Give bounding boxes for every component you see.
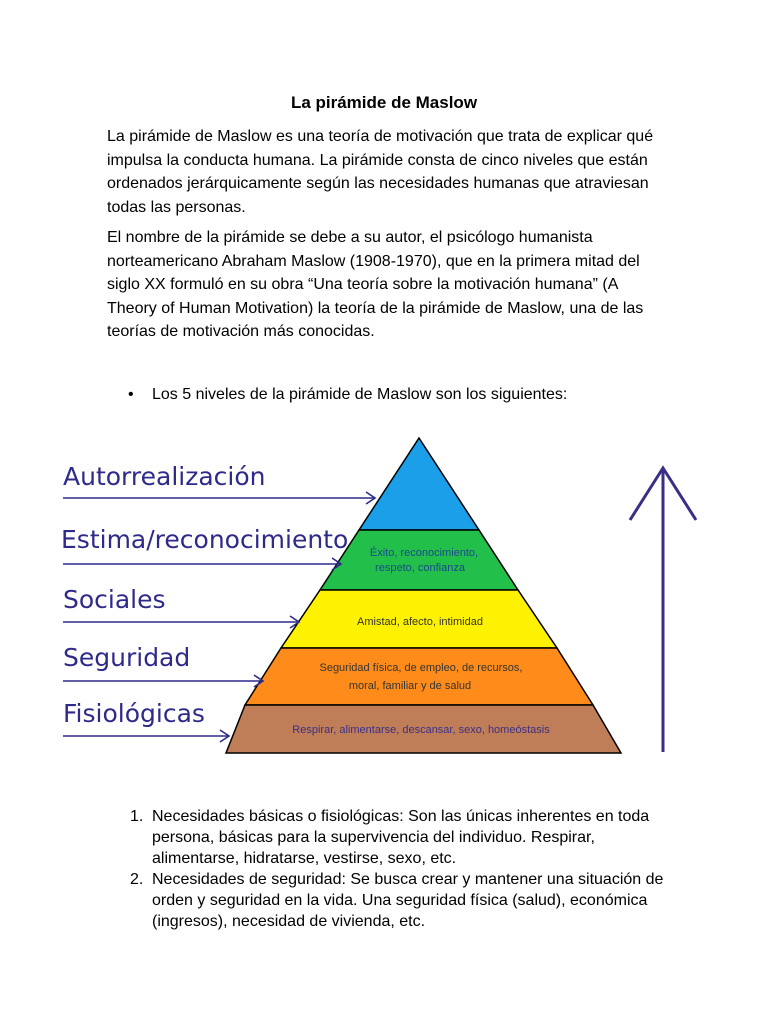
author-paragraph: El nombre de la pirámide se debe a su autor, el psicólogo humanista norteamericano Abraham Maslow (1908-1970), que en la primera mitad del siglo XX formuló en su obra “Una teoría sobre la motivación humana” (A Theory of Human Motivation) la teoría de la pirámide de Maslow, una de las teorías de motivación más conocidas. bbox=[107, 229, 644, 340]
list-number: 2. bbox=[130, 871, 144, 888]
level-autorrealizacion bbox=[359, 438, 479, 530]
level-seguridad bbox=[245, 648, 593, 705]
intro-paragraph: La pirámide de Maslow es una teoría de motivación que trata de explicar qué impulsa la conducta humana. La pirámide consta de cinco niveles que están ordenados jerárquicamente según las necesidades humanas que atraviesan todas las personas. bbox=[107, 128, 654, 216]
page-title: La pirámide de Maslow bbox=[290, 93, 478, 112]
label-seguridad: Seguridad bbox=[63, 643, 191, 672]
list-item bbox=[130, 869, 670, 932]
level-estima bbox=[320, 530, 518, 590]
label-autorrealizacion: Autorrealización bbox=[63, 462, 266, 491]
fisiologicas-text: Respirar, alimentarse, descansar, sexo, homeóstasis bbox=[292, 724, 550, 736]
seguridad-text-line1: Seguridad física, de empleo, de recursos, bbox=[319, 662, 523, 674]
estima-text-line1: Éxito, reconocimiento, bbox=[369, 547, 479, 559]
list-item bbox=[130, 806, 670, 869]
list-number: 1. bbox=[130, 808, 144, 825]
bullet-text: Los 5 niveles de la pirámide de Maslow son los siguientes: bbox=[152, 386, 568, 403]
sociales-text: Amistad, afecto, intimidad bbox=[357, 616, 483, 628]
list-text: Necesidades básicas o fisiológicas: Son las únicas inherentes en toda persona, básicas para la supervivencia del individuo. Respirar, alimentarse, hidratarse, vestirse, sexo, etc. bbox=[152, 808, 650, 867]
bullet-dot-icon: • bbox=[128, 386, 134, 403]
seguridad-text-line2: moral, familiar y de salud bbox=[348, 680, 472, 692]
label-estima: Estima/reconocimiento bbox=[61, 525, 349, 554]
estima-text-line2: respeto, confianza bbox=[375, 562, 465, 574]
numbered-list bbox=[130, 806, 670, 932]
label-sociales: Sociales bbox=[63, 585, 166, 614]
label-fisiologicas: Fisiológicas bbox=[63, 699, 205, 728]
maslow-pyramid-diagram bbox=[0, 430, 768, 770]
list-text: Necesidades de seguridad: Se busca crear y mantener una situación de orden y seguridad en la vida. Una seguridad física (salud), económica (ingresos), necesidad de vivienda, etc. bbox=[152, 871, 664, 930]
